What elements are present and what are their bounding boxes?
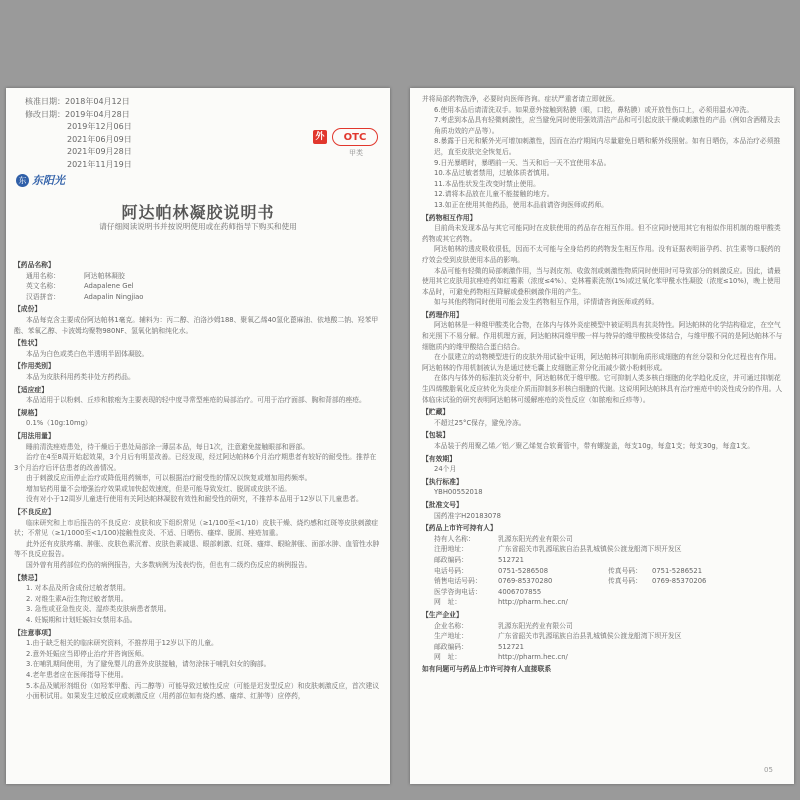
section-paragraph: 不超过25°C保存，避免冷冻。: [434, 418, 526, 427]
section-heading: 【 适应症 】: [14, 385, 380, 396]
leaflet-page-right: [410, 88, 794, 784]
section-paragraph: 在小鼠建立的动物模型进行的皮肤外用试验中证明，阿达帕林可抑制角质形成细胞的有丝分裂和分化过程也有作用。阿达帕林的作用机制被认为是通过使毛囊上皮细胞正常分化而减少微小粉刺形成。: [422, 353, 781, 372]
field-label: 电话号码：: [434, 566, 468, 575]
list-item: 2.意外妊娠应当即停止治疗并咨询医师。: [26, 649, 149, 658]
section-paragraph: 阿达帕林是一种维甲酸类化合物，在体内与体外炎症模型中被证明具有抗炎特性。阿达帕林的化学结构稳定，在空气和光照下不易分解。作用机理方面，阿达帕林同维甲酸一样与特异的维甲酸核受体结合，与维甲酸不同的是阿达帕林不与细胞质内的维甲酸结合蛋白结合。: [422, 321, 783, 351]
field-value: 广东省韶关市乳源瑶族自治县乳城镇侯公渡龙船湾下坝开发区: [498, 632, 682, 641]
field-row: [14, 292, 380, 303]
list-item: 2. 对维生素A衍生物过敏者禁用。: [26, 594, 128, 603]
logo-mark-icon: 东: [16, 174, 29, 187]
field-row: [14, 281, 380, 292]
document-title: 阿达帕林凝胶说明书: [121, 203, 275, 222]
field-value: 阿达帕林凝胶: [84, 271, 125, 280]
field-row: [422, 621, 784, 632]
field-label: 汉语拼音：: [26, 292, 60, 301]
section-heading: 【 成份 】: [14, 304, 380, 315]
brand-logo: [16, 172, 65, 188]
section-paragraph: 如与其他药物同时使用可能会发生药物相互作用，详情请咨询医师或药师。: [434, 298, 659, 307]
section-paragraph: 本品装于药用聚乙烯／铝／聚乙烯复合软膏管中，带有螺旋盖，每支10g，每盒1支；每支30g，每盒1支。: [434, 442, 755, 450]
section-heading: 【 不良反应 】: [14, 507, 380, 518]
section-heading: 【 包装 】: [422, 430, 784, 441]
section-paragraph: 临床研究和上市后报告的不良反应：皮肤和皮下组织常见（≥1/100至<1/10）皮肤干燥、烧灼感和红斑等皮肤刺激症状；不常见（≥1/1000至<1/100)接触性皮炎、不适、日晒伤、瘙痒、脱屑、痤疮加重。: [14, 518, 379, 538]
field-row: [422, 587, 784, 598]
field-row: [422, 555, 784, 566]
section-paragraph: 由于刺激反应而停止治疗或降低用药频率，可以根据治疗耐受性的情况以恢复或增加用药频率。: [26, 474, 312, 483]
field-row: [422, 631, 784, 642]
section-heading: 【 药品上市许可持有人 】: [422, 523, 784, 534]
section-heading: 【 规格 】: [14, 408, 380, 419]
section-paragraph: 睡前清洗痤疮患处，待干燥后于患处局部涂一薄层本品，每日1次，注意避免接触眼部和唇部。: [26, 442, 309, 451]
otc-badge: OTC: [332, 128, 378, 146]
list-item: 3. 急性或亚急性皮炎、湿疹类皮肤病患者禁用。: [26, 605, 171, 614]
field-value: 0769-85370280: [498, 577, 553, 586]
external-use-mark: 外: [313, 130, 327, 144]
section-heading: 【 作用类别 】: [14, 361, 380, 372]
section-paragraph: 本品为白色或类白色半透明半固体凝胶。: [26, 349, 149, 358]
otc-class-label: 甲类: [349, 149, 363, 157]
section-paragraph: 0.1%（10g:10mg）: [26, 419, 92, 428]
list-item: 6.使用本品后请清洗双手。如果意外接触到粘膜（眼，口腔，鼻粘膜）或开放性伤口上，必须用温水冲洗。: [434, 105, 754, 114]
section-heading: 【 有效期 】: [422, 454, 784, 465]
list-item: 13.如正在使用其他药品，使用本品前请咨询医师或药师。: [434, 200, 608, 209]
list-item: 11.本品性状发生改变时禁止使用。: [434, 179, 540, 188]
field-value: 0751-5286521: [652, 566, 703, 575]
document-subtitle: 请仔细阅读说明书并按说明使用或在药师指导下购买和使用: [99, 222, 297, 231]
list-item: 9.日光暴晒时，暴晒前一天、当天和后一天不宜使用本品。: [434, 158, 611, 167]
section-paragraph: 阿达帕林的透皮吸收很低，因而不太可能与全身给药的药物发生相互作用。没有证据表明甾孕药、抗生素等口服药的疗效会受到皮肤使用本品的影响。: [422, 245, 781, 264]
left-body: [14, 258, 380, 702]
list-item: 5.本品及赋形剂组份（如羟苯甲酯、丙二醇等）可能导致过敏性反应（可能是迟发型反应）和皮肤刺激反应，首次建议小面积试用。如果发生过敏反应或刺激反应（用药部位如有烧灼感、瘙痒、红肿等）应停药，: [26, 681, 380, 701]
list-item: 7.考虑到本品具有轻微刺激性，应当避免同时使用强效清洁产品和可引起皮肤干燥或刺激性的产品（例如含酒精及去角质功效的产品等）。: [434, 116, 781, 135]
leaflet-page-left: [6, 88, 390, 784]
section-heading: 【 注意事项 】: [14, 628, 380, 639]
field-value: 广东省韶关市乳源瑶族自治县乳城镇侯公渡龙船湾下坝开发区: [498, 545, 682, 554]
field-value: http://pharm.hec.cn/: [498, 598, 568, 607]
field-label: 销售电话号码：: [434, 577, 482, 586]
section-paragraph: YBH00552018: [434, 488, 483, 497]
field-value: Adapalene Gel: [84, 282, 134, 291]
section-heading: 【 药理作用 】: [422, 310, 784, 321]
section-paragraph: 本品每克含主要成份阿达帕林1毫克。辅料为：丙二醇、泊洛沙姆188、聚氧乙烯40氢化蓖麻油、依地酸二钠、羟苯甲酯、苯氧乙醇、卡波姆均聚物980NF、氢氧化钠和纯化水。: [14, 315, 379, 335]
field-label: 邮政编码：: [434, 642, 468, 651]
logo-text: 东阳光: [32, 174, 65, 187]
field-label: 邮政编码：: [434, 555, 468, 564]
section-paragraph: 增加钻药用量不会增强治疗效果或加快起效速度，但是可能导致发红、脱屑或皮肤不适。: [26, 484, 292, 493]
section-paragraph: 目前尚未发现本品与其它可能同时在皮肤使用的药品存在相互作用。但不应同时使用其它有相似作用机制的维甲酸类药物或其它药物。: [422, 224, 781, 243]
field-label: 网 址：: [434, 598, 462, 607]
field-value: 乳源东阳光药业有限公司: [498, 534, 573, 543]
section-heading: 【 贮藏 】: [422, 407, 784, 418]
section-heading: 【 药品名称 】: [14, 260, 380, 271]
field-label: 通用名称：: [26, 271, 60, 280]
section-paragraph: 此外还有皮肤疼痛、肿胀、皮肤色素沉着、皮肤色素减退、眼部刺激、红斑、瘙痒、眼睑肿胀、面部水肿、血管性水肿等不良反应报告。: [14, 539, 380, 559]
field-value: 512721: [498, 642, 524, 651]
section-heading: 【 用法用量 】: [14, 431, 380, 442]
field-value: Adapalin Ningjiao: [84, 292, 144, 301]
phone-row: [422, 576, 784, 587]
section-heading: 【 药物相互作用 】: [422, 213, 784, 224]
field-value: 4006707855: [498, 587, 542, 596]
section-paragraph: 本品适用于以粉刺、丘疹和脓疱为主要表现的轻中度寻常型痤疮的局部治疗。可用于治疗面部、胸和背部的痤疮。: [26, 396, 366, 405]
list-item: 4. 妊娠期和计划妊娠妇女禁用本品。: [26, 616, 137, 624]
section-heading: 【 执行标准 】: [422, 477, 784, 488]
field-row: [422, 534, 784, 545]
list-item: 1. 对本品及所含成份过敏者禁用。: [26, 584, 130, 593]
revision-dates: [25, 96, 132, 171]
field-label: 企业名称：: [434, 621, 468, 630]
list-item: 1.由于缺乏相关的临床研究资料，不推荐用于12岁以下的儿童。: [26, 639, 218, 648]
field-value: http://pharm.hec.cn/: [498, 653, 568, 662]
section-heading: 【 批准文号 】: [422, 500, 784, 511]
revision-date: 2021年06月09日: [67, 134, 132, 144]
field-row: [422, 652, 784, 663]
revision-date: 2019年12月06日: [67, 122, 132, 131]
section-paragraph: 本品可能有轻微的局部刺激作用，当与剥皮剂、收敛剂或刺激性物质同时使用时可导致部分的刺激反应。因此，请最使用其它皮肤用抗痤疮药如红霉素（浓度≤4%）、克林霉素洗剂(1%)或过氧化苯甲酰水性凝胶（浓度≤10%)，晚上使用本品时，可避免药物相互降解或叠积刺激作用的产生。: [422, 266, 781, 296]
revision-date: 2021年09月28日: [67, 147, 132, 156]
field-label: 网 址：: [434, 653, 462, 662]
contact-footer: 如有问题可与药品上市许可持有人直接联系: [422, 664, 552, 673]
field-row: [422, 544, 784, 555]
revision-date: 2021年11月19日: [67, 159, 132, 169]
revision-date: 核准日期：2018年04月12日: [25, 97, 130, 106]
right-body: [422, 94, 784, 674]
field-value: 512721: [498, 555, 524, 564]
field-label: 传真号码：: [608, 566, 642, 575]
field-label: 医学咨询电话：: [434, 587, 482, 596]
field-value: 0769-85370206: [652, 577, 707, 586]
list-item: 并将局部药物洗净，必要时向医师咨询。症状严重者请立即就医。: [422, 95, 620, 103]
section-heading: 【 生产企业 】: [422, 610, 784, 621]
field-label: 传真号码：: [608, 577, 642, 586]
field-value: 乳源东阳光药业有限公司: [498, 621, 573, 630]
field-row: [14, 271, 380, 282]
field-label: 英文名称：: [26, 282, 60, 291]
list-item: 10.本品过敏者禁用，过敏体质者慎用。: [434, 169, 554, 178]
section-paragraph: 24个月: [434, 465, 457, 474]
section-paragraph: 国药准字H20183078: [434, 511, 501, 520]
list-item: 4.老年患者应在医师指导下使用。: [26, 670, 128, 679]
section-paragraph: 本品为皮肤科用药类非处方药药品。: [26, 372, 135, 381]
section-paragraph: 国外曾有用药部位灼伤的病例报告，大多数病例为浅表灼伤，但也有二级灼伤反应的病例报告。: [26, 561, 312, 570]
section-heading: 【 禁忌 】: [14, 573, 380, 584]
field-label: 持有人名称：: [434, 534, 475, 543]
phone-row: [422, 566, 784, 577]
section-paragraph: 治疗在4至8周开始起效果，3个月后有明显改善。已经发现，经过阿达帕林6个月治疗期患者有较好的耐受性。推荐在3个月治疗后评估患者的改善情况。: [14, 453, 377, 472]
list-item: 12.请将本品放在儿童不能接触的地方。: [434, 190, 554, 199]
section-paragraph: 在体内与体外的标准抗炎分析中，阿达帕林优于维甲酸。它可抑制人类多核白细胞的化学趋化反应，并可通过抑制花生四烯酸脂氧化反应转化为炎症介质而抑制多形核白细胞的代谢。这说明阿达帕林具有治疗痤疮中的炎性成分的作用。人体临床试验的研究表明阿达帕林可缓解痤疮的炎性反应（如脓疱和丘疹等）。: [422, 374, 783, 404]
field-row: [422, 642, 784, 653]
list-item: 8.暴露于日光和紫外光可增加刺激性，因而在治疗期间内尽量避免日晒和紫外线照射。如有日晒伤，本品治疗必须推迟，直至皮肤完全恢复后。: [434, 137, 781, 156]
section-paragraph: 没有对小于12周岁儿童进行使用有关阿达帕林凝胶有效性和耐受性的研究，不推荐本品用于12岁以下儿童患者。: [26, 495, 363, 504]
list-item: 3.在哺乳期间使用，为了避免婴儿的意外皮肤接触，请勿涂抹于哺乳妇女的胸部。: [26, 660, 271, 669]
page-number: 05: [764, 766, 773, 774]
revision-date: 修改日期：2019年04月28日: [25, 109, 130, 119]
field-label: 生产地址：: [434, 632, 468, 641]
field-label: 注册地址：: [434, 545, 468, 554]
section-heading: 【 性状 】: [14, 338, 380, 349]
field-value: 0751-5286508: [498, 566, 549, 575]
field-row: [422, 597, 784, 608]
